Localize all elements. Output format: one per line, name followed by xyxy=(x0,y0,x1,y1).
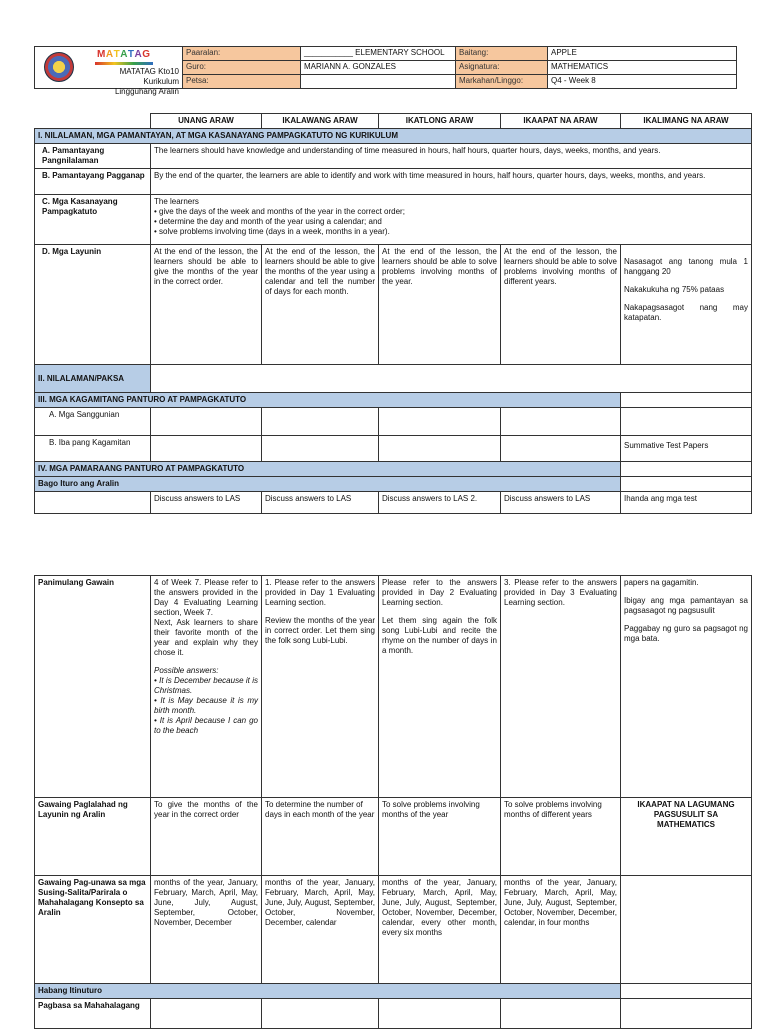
key-concepts-label: Gawaing Pag-unawa sa mga Susing-Salita/Parirala o Mahahalagang Konsepto sa Aralin xyxy=(35,876,151,984)
objective-activity-day-1: To give the months of the year in the correct order xyxy=(151,798,262,876)
key-concepts-day-2: months of the year, January, February, March, April, May, June, July, August, September, October, November, December, calendar xyxy=(262,876,379,984)
section-4-heading: IV. MGA PAMARAANG PANTURO AT PAMPAGKATUTO xyxy=(35,462,621,477)
grade-value: APPLE xyxy=(548,47,737,61)
performance-standard-text: By the end of the quarter, the learners are able to identify and work with time measured in hours, half hours, quarter hours, days, weeks, months, and years. xyxy=(151,169,752,195)
discuss-day-2: Discuss answers to LAS xyxy=(262,492,379,514)
subject-value: MATHEMATICS xyxy=(548,61,737,75)
day-header-3: IKATLONG ARAW xyxy=(379,114,501,129)
objective-activity-day-3: To solve problems involving months of the year xyxy=(379,798,501,876)
before-lesson-heading: Bago Ituro ang Aralin xyxy=(35,477,621,492)
objective-day-1: At the end of the lesson, the learners should be able to give the months of the year in the correct order. xyxy=(151,245,262,365)
topic-content xyxy=(151,365,752,393)
key-concepts-day-4: months of the year, January, February, March, April, May, June, July, August, September, October, November, December, calendar, in four months xyxy=(501,876,621,984)
grade-label: Baitang: xyxy=(456,47,548,61)
discuss-day-1: Discuss answers to LAS xyxy=(151,492,262,514)
references-label: A. Mga Sanggunian xyxy=(35,408,151,436)
content-standard-label: A. Pamantayang Pangnilalaman xyxy=(35,144,151,169)
intro-day-2: 1. Please refer to the answers provided in Day 1 Evaluating Learning section. Review the months of the year in correct order. Let them sing the folk song Lubi-Lubi. xyxy=(262,576,379,798)
reading-label: Pagbasa sa Mahahalagang xyxy=(35,999,151,1029)
section-2-heading: II. NILALAMAN/PAKSA xyxy=(35,365,151,393)
section-1-heading: I. NILALAMAN, MGA PAMANTAYAN, AT MGA KASANAYANG PAMPAGKATUTO NG KURIKULUM xyxy=(35,129,752,144)
intro-day-3: Please refer to the answers provided in Day 2 Evaluating Learning section. Let them sing again the folk song Lubi-Lubi and recite the rhyme on the number of days in a month. xyxy=(379,576,501,798)
lesson-table-page1 xyxy=(34,113,752,514)
day-header-2: IKALAWANG ARAW xyxy=(262,114,379,129)
teacher-value: MARIANN A. GONZALES xyxy=(301,61,456,75)
matatag-brand: MATATAG xyxy=(97,49,151,60)
lesson-table-page2 xyxy=(34,575,752,1029)
objective-activity-label: Gawaing Paglalahad ng Layunin ng Aralin xyxy=(35,798,151,876)
discuss-day-3: Discuss answers to LAS 2. xyxy=(379,492,501,514)
performance-standard-label: B. Pamantayang Pagganap xyxy=(35,169,151,195)
objective-day-5: Nasasagot ang tanong mula 1 hanggang 20 Nakakukuha ng 75% pataas Nakapagsasagot nang may katapatan. xyxy=(621,245,752,365)
during-lesson-heading: Habang Itinuturo xyxy=(35,984,621,999)
curriculum-title: MATATAG Kto10 Kurikulum Lingguhang Aralin xyxy=(114,67,179,96)
intro-day-5: papers na gagamitin. Ibigay ang mga pamantayan sa pagsasagot ng pagsusulit Paggabay ng guro sa pagsagot ng mga bata. xyxy=(621,576,752,798)
competencies-text: The learners • give the days of the week and months of the year in the correct order; • determine the day and month of the year using a calendar; and • solve problems involving time (days in a week, months in a year). xyxy=(151,195,752,245)
school-label: Paaralan: xyxy=(183,47,301,61)
objective-day-2: At the end of the lesson, the learners should be able to give the months of the year using a calendar and tell the number of days for each month. xyxy=(262,245,379,365)
summative-test-title: IKAAPAT NA LAGUMANG PAGSUSULIT SA MATHEMATICS xyxy=(621,798,752,876)
objective-day-4: At the end of the lesson, the learners should be able to solve problems involving months of different years. xyxy=(501,245,621,365)
header-table xyxy=(34,46,737,96)
other-materials-label: B. Iba pang Kagamitan xyxy=(35,436,151,462)
intro-day-1: 4 of Week 7. Please refer to the answers provided in the Day 4 Evaluating Learning section, Week 7. Next, Ask learners to share their favorite month of the year and explain why they chose it. Possible answers: • It is December because it is Christmas. • It is May because it is my birth month. • It is April because I can go to the beach xyxy=(151,576,262,798)
objectives-label: D. Mga Layunin xyxy=(35,245,151,365)
day-header-5: IKALIMANG NA ARAW xyxy=(621,114,752,129)
objective-activity-day-2: To determine the number of days in each month of the year xyxy=(262,798,379,876)
date-value xyxy=(301,75,456,89)
objective-activity-day-4: To solve problems involving months of different years xyxy=(501,798,621,876)
brand-underline xyxy=(95,62,153,65)
discuss-day-4: Discuss answers to LAS xyxy=(501,492,621,514)
content-standard-text: The learners should have knowledge and understanding of time measured in hours, half hours, quarter hours, days, weeks, months, and years. xyxy=(151,144,752,169)
intro-day-4: 3. Please refer to the answers provided in Day 3 Evaluating Learning section. xyxy=(501,576,621,798)
key-concepts-day-3: months of the year, January, February, March, April, May, June, July, August, September, October, November, December, calendar, every other month, every six months xyxy=(379,876,501,984)
school-logo-block xyxy=(35,47,183,96)
day-header-1: UNANG ARAW xyxy=(151,114,262,129)
key-concepts-day-1: months of the year, January, February, March, April, May, June, July, August, September, October, November, December xyxy=(151,876,262,984)
deped-seal-icon xyxy=(44,52,74,82)
quarter-label: Markahan/Linggo: xyxy=(456,75,548,89)
discuss-day-5: Ihanda ang mga test xyxy=(621,492,752,514)
subject-label: Asignatura: xyxy=(456,61,548,75)
date-label: Petsa: xyxy=(183,75,301,89)
teacher-label: Guro: xyxy=(183,61,301,75)
other-materials-day-5: Summative Test Papers xyxy=(621,436,752,462)
day-header-4: IKAAPAT NA ARAW xyxy=(501,114,621,129)
intro-activity-label: Panimulang Gawain xyxy=(35,576,151,798)
objective-day-3: At the end of the lesson, the learners should be able to solve problems involving months of the year. xyxy=(379,245,501,365)
school-value: ___________ ELEMENTARY SCHOOL xyxy=(301,47,456,61)
section-3-heading: III. MGA KAGAMITANG PANTURO AT PAMPAGKATUTO xyxy=(35,393,621,408)
quarter-value: Q4 - Week 8 xyxy=(548,75,737,89)
competencies-label: C. Mga Kasanayang Pampagkatuto xyxy=(35,195,151,245)
